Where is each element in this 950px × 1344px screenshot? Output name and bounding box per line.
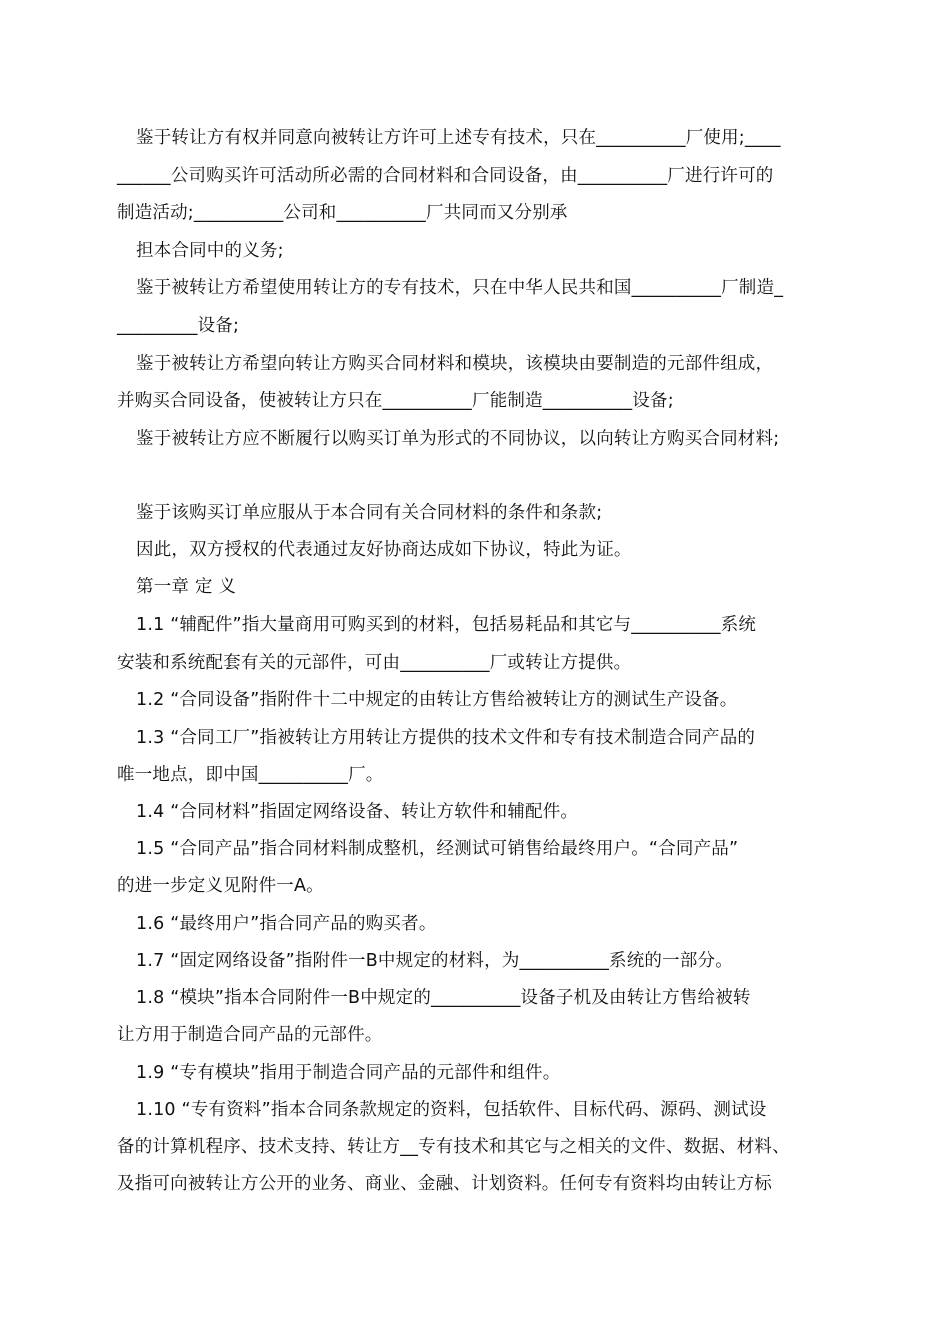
paragraph-line: 因此，双方授权的代表通过友好协商达成如下协议，特此为证。 — [136, 540, 632, 560]
chapter-heading: 第一章 定 义 — [136, 577, 237, 597]
paragraph-line: 1.8 “模块”指本合同附件一B中规定的__________设备子机及由转让方售给被转 — [136, 988, 751, 1008]
paragraph-line: 1.1 “辅配件”指大量商用可购买到的材料，包括易耗品和其它与__________系统 — [136, 615, 757, 635]
paragraph-line: 备的计算机程序、技术支持、转让方__专有技术和其它与之相关的文件、数据、材料、 — [117, 1137, 790, 1157]
paragraph-line: ______公司购买许可活动所必需的合同材料和合同设备，由__________厂进行许可的 — [117, 166, 774, 186]
paragraph-line: 1.4 “合同材料”指固定网络设备、转让方软件和辅配件。 — [136, 802, 579, 822]
paragraph-line: 鉴于被转让方应不断履行以购买订单为形式的不同协议，以向转让方购买合同材料; — [136, 429, 780, 449]
paragraph-line: 及指可向被转让方公开的业务、商业、金融、计划资料。任何专有资料均由转让方标 — [117, 1174, 772, 1194]
paragraph-line: 安装和系统配套有关的元部件，可由__________厂或转让方提供。 — [117, 653, 632, 673]
paragraph-line: 制造活动;__________公司和__________厂共同而又分别承 — [117, 203, 568, 223]
paragraph-line: 1.3 “合同工厂”指被转让方用转让方提供的技术文件和专有技术制造合同产品的 — [136, 728, 756, 748]
paragraph-line: 鉴于转让方有权并同意向被转让方许可上述专有技术，只在__________厂使用;____ — [136, 128, 781, 148]
paragraph-line: 让方用于制造合同产品的元部件。 — [117, 1025, 383, 1045]
paragraph-line: 1.6 “最终用户”指合同产品的购买者。 — [136, 914, 437, 934]
paragraph-line: 1.7 “固定网络设备”指附件一B中规定的材料，为__________系统的一部分。 — [136, 951, 733, 971]
paragraph-line: 1.10 “专有资料”指本合同条款规定的资料，包括软件、目标代码、源码、测试设 — [136, 1100, 767, 1120]
paragraph-line: 并购买合同设备，使被转让方只在__________厂能制造__________设备; — [117, 391, 674, 411]
paragraph-line: 鉴于该购买订单应服从于本合同有关合同材料的条件和条款; — [136, 503, 603, 523]
paragraph-line: 鉴于被转让方希望向转让方购买合同材料和模块，该模块由要制造的元部件组成， — [136, 354, 774, 374]
paragraph-line: _________设备; — [117, 316, 240, 336]
paragraph-line: 的进一步定义见附件一A。 — [117, 876, 324, 896]
paragraph-line: 1.2 “合同设备”指附件十二中规定的由转让方售给被转让方的测试生产设备。 — [136, 690, 738, 710]
paragraph-line: 担本合同中的义务; — [136, 241, 284, 261]
paragraph-line: 唯一地点，即中国__________厂。 — [117, 765, 384, 785]
paragraph-line: 1.5 “合同产品”指合同材料制成整机，经测试可销售给最终用户。“合同产品” — [136, 839, 739, 859]
paragraph-line: 鉴于被转让方希望使用转让方的专有技术，只在中华人民共和国__________厂制造_ — [136, 278, 784, 298]
paragraph-line: 1.9 “专有模块”指用于制造合同产品的元部件和组件。 — [136, 1063, 561, 1083]
